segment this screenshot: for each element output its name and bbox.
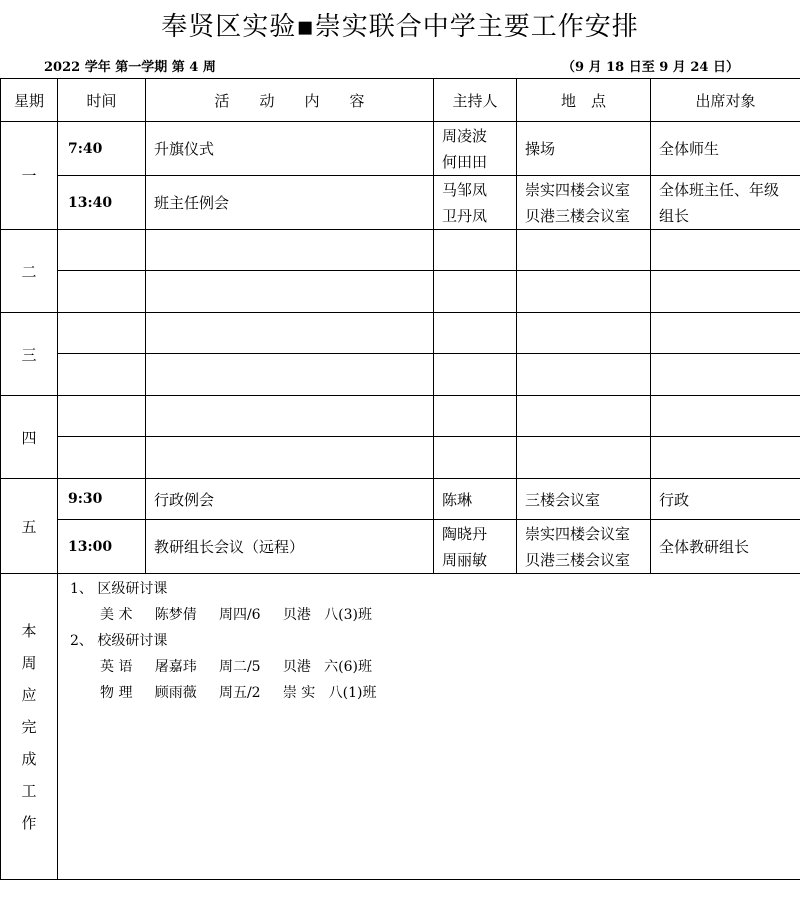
table-row xyxy=(1,122,800,176)
empty-cell xyxy=(146,396,434,437)
empty-cell xyxy=(58,230,146,271)
host-cell: 陈琳 xyxy=(434,479,517,520)
header-activity: 活 动 内 容 xyxy=(146,79,434,122)
place-name: 贝港三楼会议室 xyxy=(525,206,631,225)
empty-cell xyxy=(651,354,800,396)
empty-cell xyxy=(58,354,146,396)
empty-cell xyxy=(58,396,146,437)
activity-cell: 行政例会 xyxy=(146,479,434,520)
date-range: （9 月 18 日至 9 月 24 日） xyxy=(562,60,739,75)
label-char: 应 xyxy=(21,685,37,704)
empty-cell xyxy=(517,271,651,313)
weekly-work-label xyxy=(1,574,58,880)
label-char: 作 xyxy=(21,813,37,832)
host-name: 周丽敏 xyxy=(442,550,488,569)
place-name: 贝港三楼会议室 xyxy=(525,550,631,569)
empty-cell xyxy=(517,437,651,479)
table-row xyxy=(1,176,800,230)
place-cell xyxy=(517,176,651,230)
work-item: 美 术 陈梦倩 周四/6 贝港 八(3)班 xyxy=(100,607,373,623)
host-cell xyxy=(434,122,517,176)
weekly-work-content xyxy=(58,574,800,880)
host-name: 周凌波 xyxy=(442,126,488,145)
label-char: 完 xyxy=(21,717,37,736)
attendees-cell xyxy=(651,176,800,230)
work-heading: 1、 区级研讨课 xyxy=(70,581,168,597)
empty-cell xyxy=(58,271,146,313)
host-name: 卫丹凤 xyxy=(442,206,488,225)
time-cell: 13:00 xyxy=(58,520,146,574)
empty-cell xyxy=(146,230,434,271)
empty-cell xyxy=(651,437,800,479)
empty-cell xyxy=(434,271,517,313)
day-cell-thu: 四 xyxy=(1,396,58,479)
label-char: 周 xyxy=(21,653,37,672)
time-cell: 13:40 xyxy=(58,176,146,230)
work-heading: 2、 校级研讨课 xyxy=(70,633,168,649)
empty-cell xyxy=(434,354,517,396)
empty-cell xyxy=(146,313,434,354)
table-row xyxy=(1,354,800,396)
work-item: 物 理 顾雨薇 周五/2 崇 实 八(1)班 xyxy=(100,685,377,701)
empty-cell xyxy=(146,437,434,479)
activity-cell: 班主任例会 xyxy=(146,176,434,230)
empty-cell xyxy=(651,313,800,354)
table-row xyxy=(1,437,800,479)
host-name: 陶晓丹 xyxy=(442,524,488,543)
table-row xyxy=(1,479,800,520)
schedule-table xyxy=(0,78,800,880)
empty-cell xyxy=(434,396,517,437)
activity-cell: 教研组长会议（远程） xyxy=(146,520,434,574)
label-char: 本 xyxy=(21,621,37,640)
time-cell: 9:30 xyxy=(58,479,146,520)
empty-cell xyxy=(651,230,800,271)
table-row xyxy=(1,230,800,271)
weekly-work-row xyxy=(1,574,800,880)
attendees-line: 组长 xyxy=(659,206,690,225)
header-host: 主持人 xyxy=(434,79,517,122)
attendees-cell: 全体师生 xyxy=(651,122,800,176)
empty-cell xyxy=(651,271,800,313)
host-cell xyxy=(434,520,517,574)
table-row xyxy=(1,313,800,354)
place-name: 崇实四楼会议室 xyxy=(525,524,631,543)
work-item: 英 语 屠嘉玮 周二/5 贝港 六(6)班 xyxy=(100,659,373,675)
table-row xyxy=(1,520,800,574)
attendees-cell: 全体教研组长 xyxy=(651,520,800,574)
place-cell: 操场 xyxy=(517,122,651,176)
page-title: 奉贤区实验▪崇实联合中学主要工作安排 xyxy=(161,12,639,42)
empty-cell xyxy=(517,354,651,396)
empty-cell xyxy=(517,313,651,354)
header-attendees: 出席对象 xyxy=(651,79,800,122)
day-cell-fri: 五 xyxy=(1,479,58,574)
header-time: 时间 xyxy=(58,79,146,122)
empty-cell xyxy=(58,313,146,354)
empty-cell xyxy=(146,271,434,313)
table-row xyxy=(1,271,800,313)
activity-cell: 升旗仪式 xyxy=(146,122,434,176)
label-char: 工 xyxy=(21,781,37,800)
empty-cell xyxy=(146,354,434,396)
time-cell: 7:40 xyxy=(58,122,146,176)
label-char: 成 xyxy=(21,749,37,768)
empty-cell xyxy=(434,313,517,354)
table-row xyxy=(1,396,800,437)
day-cell-tue: 二 xyxy=(1,230,58,313)
empty-cell xyxy=(517,230,651,271)
header-row xyxy=(1,79,800,122)
term-info: 2022 学年 第一学期 第 4 周 xyxy=(44,60,216,75)
empty-cell xyxy=(58,437,146,479)
day-cell-mon: 一 xyxy=(1,122,58,230)
attendees-line: 全体班主任、年级 xyxy=(659,180,780,199)
place-cell: 三楼会议室 xyxy=(517,479,651,520)
day-cell-wed: 三 xyxy=(1,313,58,396)
header-place: 地 点 xyxy=(517,79,651,122)
header-day: 星期 xyxy=(1,79,58,122)
place-cell xyxy=(517,520,651,574)
host-cell xyxy=(434,176,517,230)
host-name: 何田田 xyxy=(442,152,488,171)
empty-cell xyxy=(434,437,517,479)
empty-cell xyxy=(434,230,517,271)
place-name: 崇实四楼会议室 xyxy=(525,180,631,199)
empty-cell xyxy=(651,396,800,437)
attendees-cell: 行政 xyxy=(651,479,800,520)
host-name: 马邹凤 xyxy=(442,180,488,199)
empty-cell xyxy=(517,396,651,437)
